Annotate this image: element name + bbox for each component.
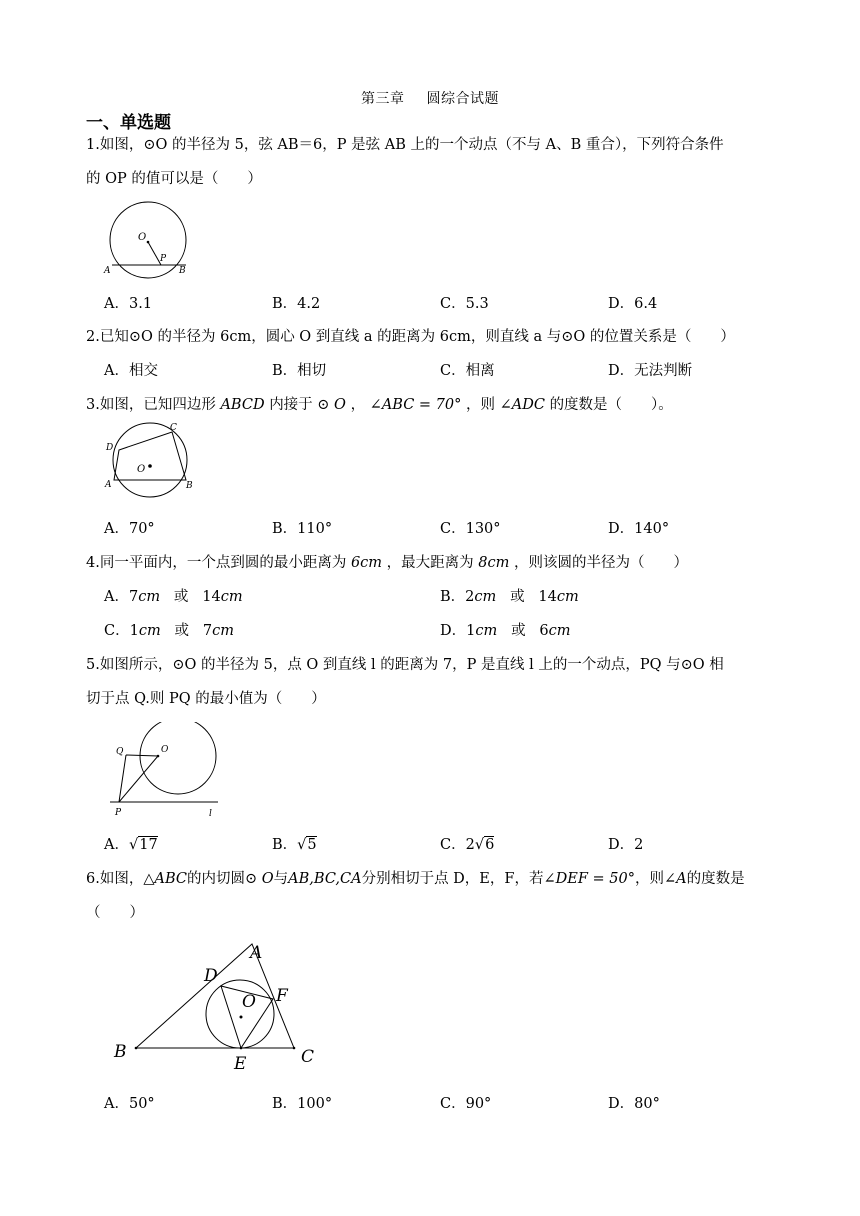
fig-label-c: C [170,423,177,433]
question-1 [86,128,776,196]
option-2b: B．相切 [272,363,327,379]
question-3 [86,388,776,422]
question-text: 1.如图，⊙O 的半径为 5，弦 AB＝6，P 是弦 AB 上的一个动点（不与 A、B 重合），下列符合条件 [86,137,724,153]
option-3a: A．70° [104,521,155,537]
figure-q6 [110,936,330,1076]
question-text-cont: 的 OP 的值可以是（ ） [86,171,262,187]
fig-label-d: D [204,966,218,986]
figure-q3 [100,420,200,500]
fig-label-o: O [138,232,147,243]
question-text: 5.如图所示，⊙O 的半径为 5，点 O 到直线 l 的距离为 7，P 是直线 l 上的一个动点，PQ 与⊙O 相 [86,657,724,673]
option-3c: C．130° [440,521,501,537]
fig-label-d: D [106,443,114,453]
page-title [0,88,860,108]
fig-label-o: O [161,745,169,755]
question-text-cont: 切于点 Q.则 PQ 的最小值为（ ） [86,691,326,707]
exam-title: 圆综合试题 [426,91,499,107]
option-6d: D．80° [608,1096,660,1112]
option-3b: B．110° [272,521,333,537]
option-4d: D．1cm 或 6cm [440,623,571,639]
option-2a: A．相交 [104,363,158,379]
fig-label-b: B [114,1042,127,1062]
option-4c: C．1cm 或 7cm [104,623,234,639]
question-text: 6.如图，△ABC的内切圆⊙ O与AB,BC,CA分别相切于点 D，E，F，若∠DEF = 50°，则∠A的度数是 [86,871,745,887]
option-6a: A．50° [104,1096,155,1112]
option-2d: D．无法判断 [608,363,693,379]
option-3d: D．140° [608,521,670,537]
section-heading: 一、单选题 [86,113,171,133]
fig-label-e: E [234,1054,247,1074]
figure-q5 [106,722,224,820]
fig-label-p: P [160,254,167,264]
question-5 [86,648,776,716]
option-5d: D．2 [608,837,644,853]
figure-q1 [100,200,200,282]
option-4a: A．7cm 或 14cm [104,589,243,605]
option-1a: A．3.1 [104,296,153,312]
question-text: 4.同一平面内，一个点到圆的最小距离为 6cm ，最大距离为 8cm ，则该圆的半径为（ ） [86,555,688,571]
question-4 [86,546,776,580]
option-6b: B．100° [272,1096,333,1112]
fig-label-l: l [209,809,212,819]
question-text-cont: （ ） [86,905,144,921]
option-1d: D．6.4 [608,296,658,312]
fig-label-a: A [104,266,111,276]
question-text: 3.如图，已知四边形 ABCD 内接于 ⊙ O ， ∠ABC = 70° ，则 ∠ADC 的度数是（ ）。 [86,397,673,413]
question-6 [86,862,776,930]
fig-label-f: F [276,986,288,1006]
option-5b: B．√5 [272,837,317,853]
fig-label-p: P [115,808,122,818]
fig-label-c: C [301,1047,315,1067]
fig-label-a: A [105,480,112,490]
option-2c: C．相离 [440,363,495,379]
chapter-label: 第三章 [361,91,405,107]
fig-label-o: O [137,464,146,475]
question-text: 2.已知⊙O 的半径为 6cm，圆心 O 到直线 a 的距离为 6cm，则直线 a 与⊙O 的位置关系是（ ） [86,329,735,345]
option-6c: C．90° [440,1096,492,1112]
option-5c: C．2√6 [440,837,495,853]
fig-label-q: Q [116,747,124,757]
option-5a: A．√17 [104,837,158,853]
option-1c: C．5.3 [440,296,489,312]
option-4b: B．2cm 或 14cm [440,589,579,605]
fig-label-b: B [179,266,186,276]
fig-label-b: B [186,481,193,491]
fig-label-a: A [250,943,263,963]
question-2 [86,320,776,354]
fig-label-o: O [242,992,256,1012]
option-1b: B．4.2 [272,296,321,312]
